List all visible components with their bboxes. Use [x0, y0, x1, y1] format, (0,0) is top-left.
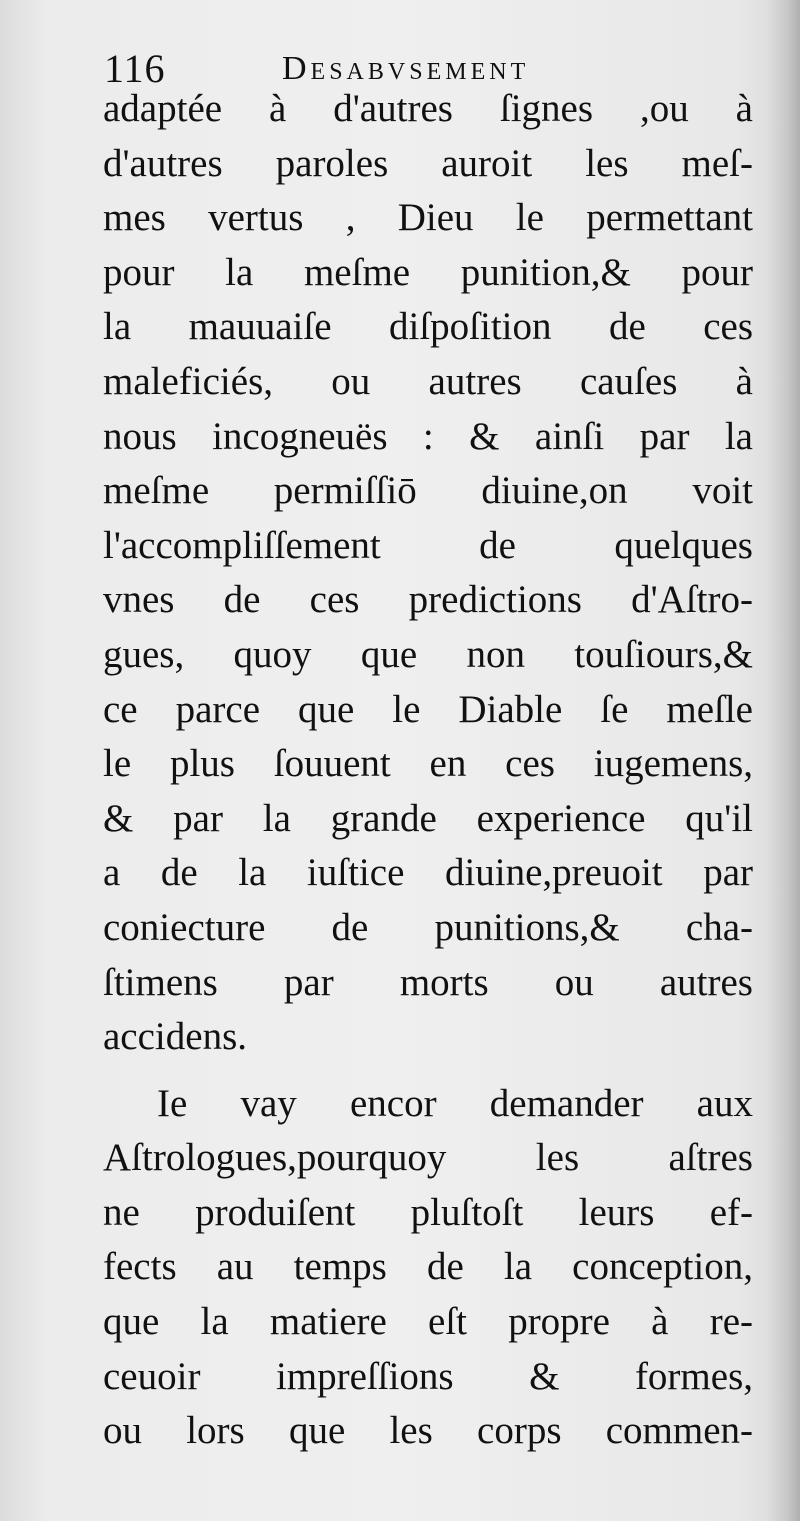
text-line: Aſtrologues,pourquoy les aſtres	[103, 1136, 753, 1180]
running-head: Desabvsement	[282, 50, 530, 87]
text-line: ne produiſent pluſtoſt leurs ef-	[103, 1190, 753, 1234]
text-line: Ie vay encor demander aux	[157, 1081, 753, 1125]
paragraph-1	[103, 82, 753, 1065]
text-line: maleficiés, ou autres cauſes à	[103, 359, 753, 403]
text-line: ou lors que les corps commen-	[103, 1409, 753, 1453]
text-line: ceuoir impreſſions & formes,	[103, 1354, 753, 1398]
text-line: coniecture de punitions,& cha-	[103, 905, 753, 949]
text-line: mes vertus , Dieu le permettant	[103, 196, 753, 240]
text-line: le plus ſouuent en ces iugemens,	[103, 742, 753, 786]
text-line: meſme permiſſiō diuine,on voit	[103, 469, 753, 513]
text-line: a de la iuſtice diuine,preuoit par	[103, 851, 753, 895]
text-line: que la matiere eſt propre à re-	[103, 1300, 753, 1344]
text-line: ce parce que le Diable ſe meſle	[103, 687, 753, 731]
text-line: nous incogneuës : & ainſi par la	[103, 414, 753, 458]
text-line: pour la meſme punition,& pour	[103, 250, 753, 294]
text-line: d'autres paroles auroit les meſ-	[103, 141, 753, 185]
text-line: l'accompliſſement de quelques	[103, 523, 753, 567]
text-line: fects au temps de la conception,	[103, 1245, 753, 1289]
text-line: accidens.	[103, 1015, 248, 1059]
text-block	[103, 82, 753, 1459]
page-edge-shadow	[766, 0, 800, 1521]
text-line: vnes de ces predictions d'Aſtro-	[103, 578, 753, 622]
paragraph-2	[103, 1077, 753, 1459]
paragraph-gap	[103, 1065, 753, 1077]
text-line: ſtimens par morts ou autres	[103, 960, 753, 1004]
text-line: adaptée à d'autres ſignes ,ou à	[103, 87, 753, 130]
text-line: la mauuaiſe diſpoſition de ces	[103, 305, 753, 349]
text-line: & par la grande experience qu'il	[103, 796, 753, 840]
text-line: gues, quoy que non touſiours,&	[103, 632, 753, 676]
page-number: 116	[104, 46, 166, 91]
